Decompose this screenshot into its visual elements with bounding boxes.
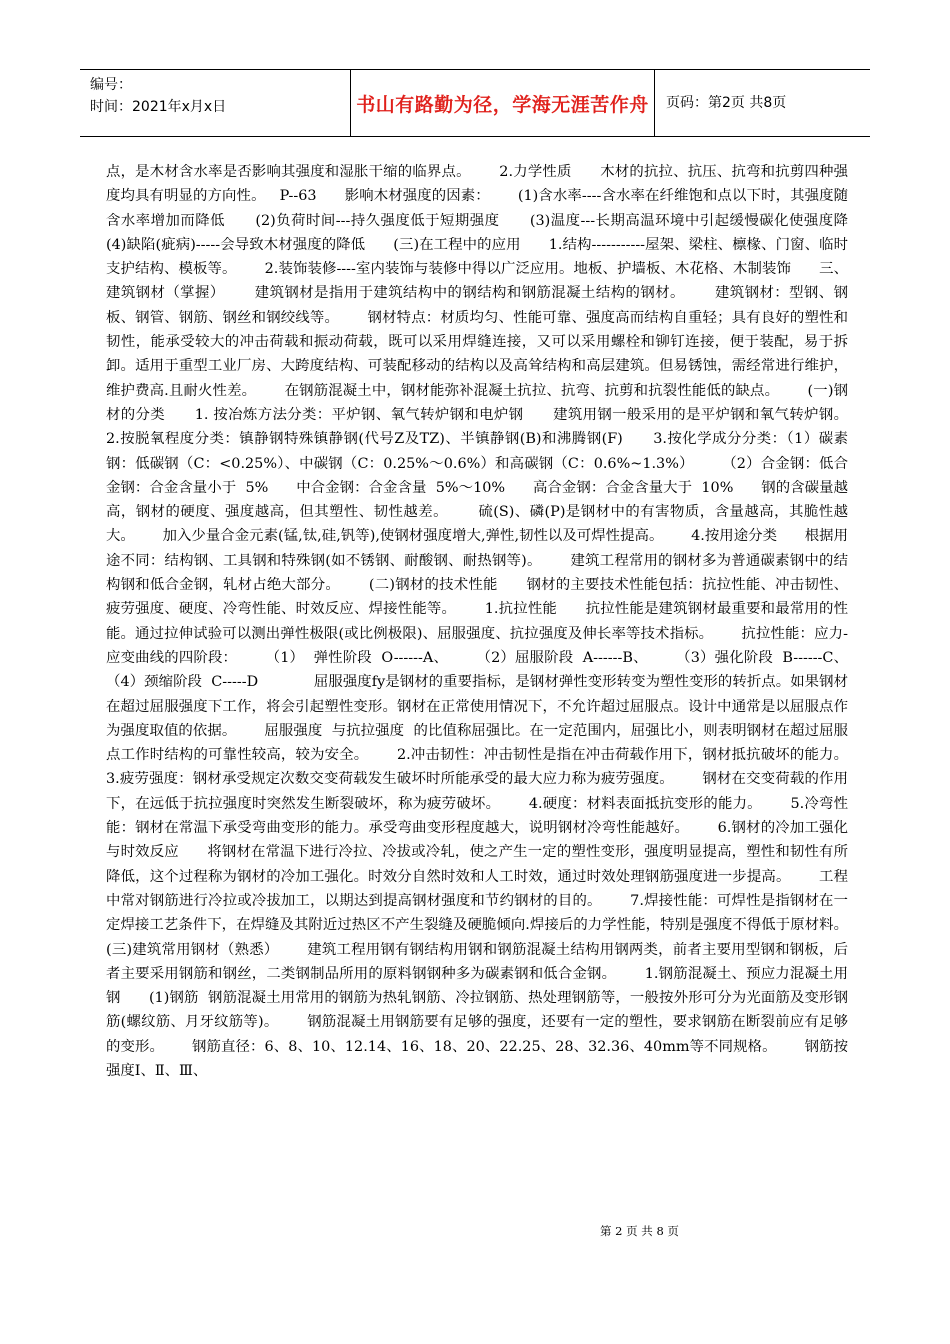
header-divider-right [654,70,655,136]
document-time-label: 时间：2021年x月x日 [90,99,227,115]
header-meta [90,74,290,118]
page-header [80,69,870,137]
document-number-label: 编号： [90,77,132,93]
header-page-label: 页码：第2页 共8页 [666,95,787,111]
document-body: 点，是木材含水率是否影响其强度和湿胀干缩的临界点。 2.力学性质 木材的抗拉、抗压、抗弯和抗剪四种强度均具有明显的方向性。 P--63 影响木材强度的因素： (1)含水率----含水率在纤维饱和点以下时，其强度随含水率增加而降低 (2)负荷时间---持久强度低于短期强度 (3)温度---长期高温环境中引起缓慢碳化使强度降 (4)缺陷(疵病)-----会导致木材强度的降低 (三)在工程中的应用 1.结构-----------屋架、梁柱、檩椽、门窗、临时支护结构、模板等。 2.装饰装修----室内装饰与装修中得以广泛应用。地板、护墙板、木花格、木制装饰 三、建筑钢材（掌握） 建筑钢材是指用于建筑结构中的钢结构和钢筋混凝土结构的钢材。 建筑钢材：型钢、钢板、钢管、钢筋、钢丝和钢绞线等。 钢材特点：材质均匀、性能可靠、强度高而结构自重轻；具有良好的塑性和韧性，能承受较大的冲击荷载和振动荷载，既可以采用焊缝连接，又可以采用螺栓和铆钉连接，便于装配，易于拆卸。适用于重型工业厂房、大跨度结构、可装配移动的结构以及高耸结构和高层建筑。但易锈蚀，需经常进行维护，维护费高.且耐火性差。 在钢筋混凝土中，钢材能弥补混凝土抗拉、抗弯、抗剪和抗裂性能低的缺点。 (一)钢材的分类 1. 按冶炼方法分类：平炉钢、氧气转炉钢和电炉钢 建筑用钢一般采用的是平炉钢和氧气转炉钢。 2.按脱氧程度分类：镇静钢特殊镇静钢(代号Z及TZ)、半镇静钢(B)和沸腾钢(F) 3.按化学成分分类：（1）碳素钢：低碳钢（C：<0.25%）、中碳钢（C：0.25%～0.6%）和高碳钢（C：0.6%~1.3%） （2）合金钢：低合金钢：合金含量小于 5% 中合金钢：合金含量 5%～10% 高合金钢：合金含量大于 10% 钢的含碳量越高，钢材的硬度、强度越高，但其塑性、韧性越差。 硫(S)、磷(P)是钢材中的有害物质，含量越高，其脆性越大。 加入少量合金元素(锰,钛,硅,钒等),使钢材强度增大,弹性,韧性以及可焊性提高。 4.按用途分类 根据用途不同：结构钢、工具钢和特殊钢(如不锈钢、耐酸钢、耐热钢等)。 建筑工程常用的钢材多为普通碳素钢中的结构钢和低合金钢，轧材占绝大部分。 (二)钢材的技术性能 钢材的主要技术性能包括：抗拉性能、冲击韧性、疲劳强度、硬度、冷弯性能、时效反应、焊接性能等。 1.抗拉性能 抗拉性能是建筑钢材最重要和最常用的性能。通过拉伸试验可以测出弹性极限(或比例极限)、屈服强度、抗拉强度及伸长率等技术指标。 抗拉性能：应力-应变曲线的四阶段： （1） 弹性阶段 O------A、 （2）屈服阶段 A------B、 （3）强化阶段 B------C、 （4）颈缩阶段 C-----D 屈服强度fy是钢材的重要指标，是钢材弹性变形转变为塑性变形的转折点。如果钢材在超过屈服强度下工作，将会引起塑性变形。钢材在正常使用情况下，不允许超过屈服点。设计中通常是以屈服点作为强度取值的依据。 屈服强度 与抗拉强度 的比值称屈强比。在一定范围内，屈强比小，则表明钢材在超过屈服点工作时结构的可靠性较高，较为安全。 2.冲击韧性：冲击韧性是指在冲击荷载作用下，钢材抵抗破坏的能力。 3.疲劳强度：钢材承受规定次数交变荷载发生破坏时所能承受的最大应力称为疲劳强度。 钢材在交变荷载的作用下，在远低于抗拉强度时突然发生断裂破坏，称为疲劳破坏。 4.硬度：材料表面抵抗变形的能力。 5.冷弯性能：钢材在常温下承受弯曲变形的能力。承受弯曲变形程度越大，说明钢材冷弯性能越好。 6.钢材的冷加工强化与时效反应 将钢材在常温下进行冷拉、冷拔或冷轧，使之产生一定的塑性变形，强度明显提高，塑性和韧性有所降低，这个过程称为钢材的冷加工强化。时效分自然时效和人工时效，通过时效处理钢筋强度进一步提高。 工程中常对钢筋进行冷拉或冷拔加工，以期达到提高钢材强度和节约钢材的目的。 7.焊接性能：可焊性是指钢材在一定焊接工艺条件下，在焊缝及其附近过热区不产生裂缝及硬脆倾向.焊接后的力学性能，特别是强度不得低于原材料。 (三)建筑常用钢材（熟悉） 建筑工程用钢有钢结构用钢和钢筋混凝土结构用钢两类，前者主要用型钢和钢板，后者主要采用钢筋和钢丝，二类钢制品所用的原料钢钢种多为碳素钢和低合金钢。 1.钢筋混凝土、预应力混凝土用钢 (1)钢筋 钢筋混凝土用常用的钢筋为热轧钢筋、冷拉钢筋、热处理钢筋等，一般按外形可分为光面筋及变形钢筋(螺纹筋、月牙纹筋等)。 钢筋混凝土用钢筋要有足够的强度，还要有一定的塑性，要求钢筋在断裂前应有足够的变形。 钢筋直径：6、8、10、12.14、16、18、20、22.25、28、32.36、40mm等不同规格。 钢筋按强度Ⅰ、Ⅱ、Ⅲ、 [106,164,876,1079]
header-motto: 书山有路勤为径，学海无涯苦作舟 [356,93,649,116]
page-footer: 第 2 页 共 8 页 [600,1224,679,1238]
